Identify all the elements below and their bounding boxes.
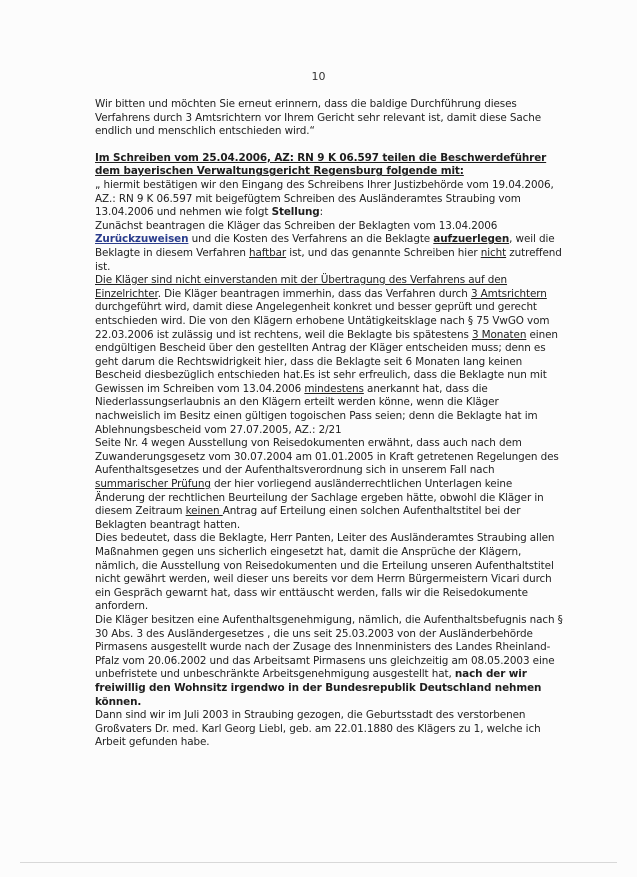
- quote-paragraph-6: Die Kläger besitzen eine Aufenthaltsgenehmigung, nämlich, die Aufenthaltsbefugnis nach § 30 Abs. 3 des Ausländergesetzes , die uns seit 25.03.2003 von der Ausländerbehörde Pirmasens ausgestellt wurde nach der Zusage des Innenministers des Landes Rheinland-Pfalz vom 20.06.2002 und das Arbeitsamt Pirmasens uns gleichzeitig am 08.05.2003 eine unbefristete und unbeschränkte Arbeitsgenehmigung ausgestellt hat, nach der wir freiwillig den Wohnsitz irgendwo in der Bundesrepublik Deutschland nehmen können.: [95, 613, 563, 708]
- quote-paragraph-3: Die Kläger sind nicht einverstanden mit der Übertragung des Verfahrens auf den Einzelrichter. Die Kläger beantragen immerhin, dass das Verfahren durch 3 Amtsrichtern durchgeführt wird, damit diese Angelegenheit konkret und besser geprüft und gerecht entschieden wird. Die von den Klägern erhobene Untätigkeitsklage nach § 75 VwGO vom 22.03.2006 ist zulässig und ist rechtens, weil die Beklagte bis spätestens 3 Monaten einen endgültigen Bescheid über den gestellten Antrag der Kläger entscheiden muss; denn es geht darum die Rechtswidrigkeit hier, dass die Beklagte seit 6 Monaten lang keinen Bescheid diesbezüglich entschieden hat.Es ist sehr erfreulich, dass die Beklagte nun mit Gewissen im Schreiben vom 13.04.2006 mindestens anerkannt hat, dass die Niederlassungserlaubnis an den Klägern erteilt werden könne, wenn die Kläger nachweislich im Besitz einen gültigen togoischen Pass seien; denn die Beklagte hat im Ablehnungsbescheid vom 27.07.2005, AZ.: 2/21: [95, 274, 558, 436]
- document-body: [95, 98, 565, 750]
- quote-paragraph-1: „ hiermit bestätigen wir den Eingang des Schreibens Ihrer Justizbehörde vom 19.04.2006, AZ.: RN 9 K 06.597 mit beigefügtem Schreiben des Ausländeramtes Straubing vom 13.04.2006 und nehmen wie folgt Stellung:: [95, 178, 554, 219]
- page-number: 10: [311, 70, 326, 83]
- section-heading: Im Schreiben vom 25.04.2006, AZ: RN 9 K 06.597 teilen die Beschwerdeführer dem bayerischen Verwaltungsgericht Regensburg folgende mit:: [95, 151, 547, 178]
- intro-paragraph: Wir bitten und möchten Sie erneut erinnern, dass die baldige Durchführung dieses Verfahrens durch 3 Amtsrichtern vor Ihrem Gericht sehr relevant ist, damit diese Sache endlich und menschlich entschieden wird.“: [95, 98, 542, 138]
- quote-paragraph-5: Dies bedeutet, dass die Beklagte, Herr Panten, Leiter des Ausländeramtes Straubing allen Maßnahmen gegen uns sicherlich eingesetzt hat, damit die Ansprüche der Klägern, nämlich, die Ausstellung von Reisedokumenten und die Erteilung unseren Aufenthaltstitel nicht gewährt werden, weil dieser uns bereits vor dem Herrn Bürgermeistern Vicari durch ein Gespräch gewarnt hat, dass wir enttäuscht werden, falls wir die Reisedokumente anfordern.: [95, 532, 555, 613]
- quote-paragraph-7: Dann sind wir im Juli 2003 in Straubing gezogen, die Geburtsstadt des verstorbenen Großvaters Dr. med. Karl Georg Liebl, geb. am 22.01.1880 des Klägers zu 1, welche ich Arbeit gefunden habe.: [95, 709, 541, 749]
- page-bottom-rule: [20, 862, 617, 863]
- quote-paragraph-2: Zunächst beantragen die Kläger das Schreiben der Beklagten vom 13.04.2006 Zurückzuweisen und die Kosten des Verfahrens an die Beklagte aufzuerlegen, weil die Beklagte in diesem Verfahren haftbar ist, und das genannte Schreiben hier nicht zutreffend ist.: [95, 219, 562, 273]
- quote-paragraph-4: Seite Nr. 4 wegen Ausstellung von Reisedokumenten erwähnt, dass auch nach dem Zuwanderungsgesetz vom 30.07.2004 am 01.01.2005 in Kraft getretenen Regelungen des Aufenthaltsgesetzes und der Aufenthaltsverordnung sich in unserem Fall nach summarischer Prüfung der hier vorliegend ausländerrechtlichen Unterlagen keine Änderung der rechtlichen Beurteilung der Sachlage ergeben hätte, obwohl die Kläger in diesem Zeitraum keinen Antrag auf Erteilung einen solchen Aufenthaltstitel bei der Beklagten beantragt hatten.: [95, 437, 559, 531]
